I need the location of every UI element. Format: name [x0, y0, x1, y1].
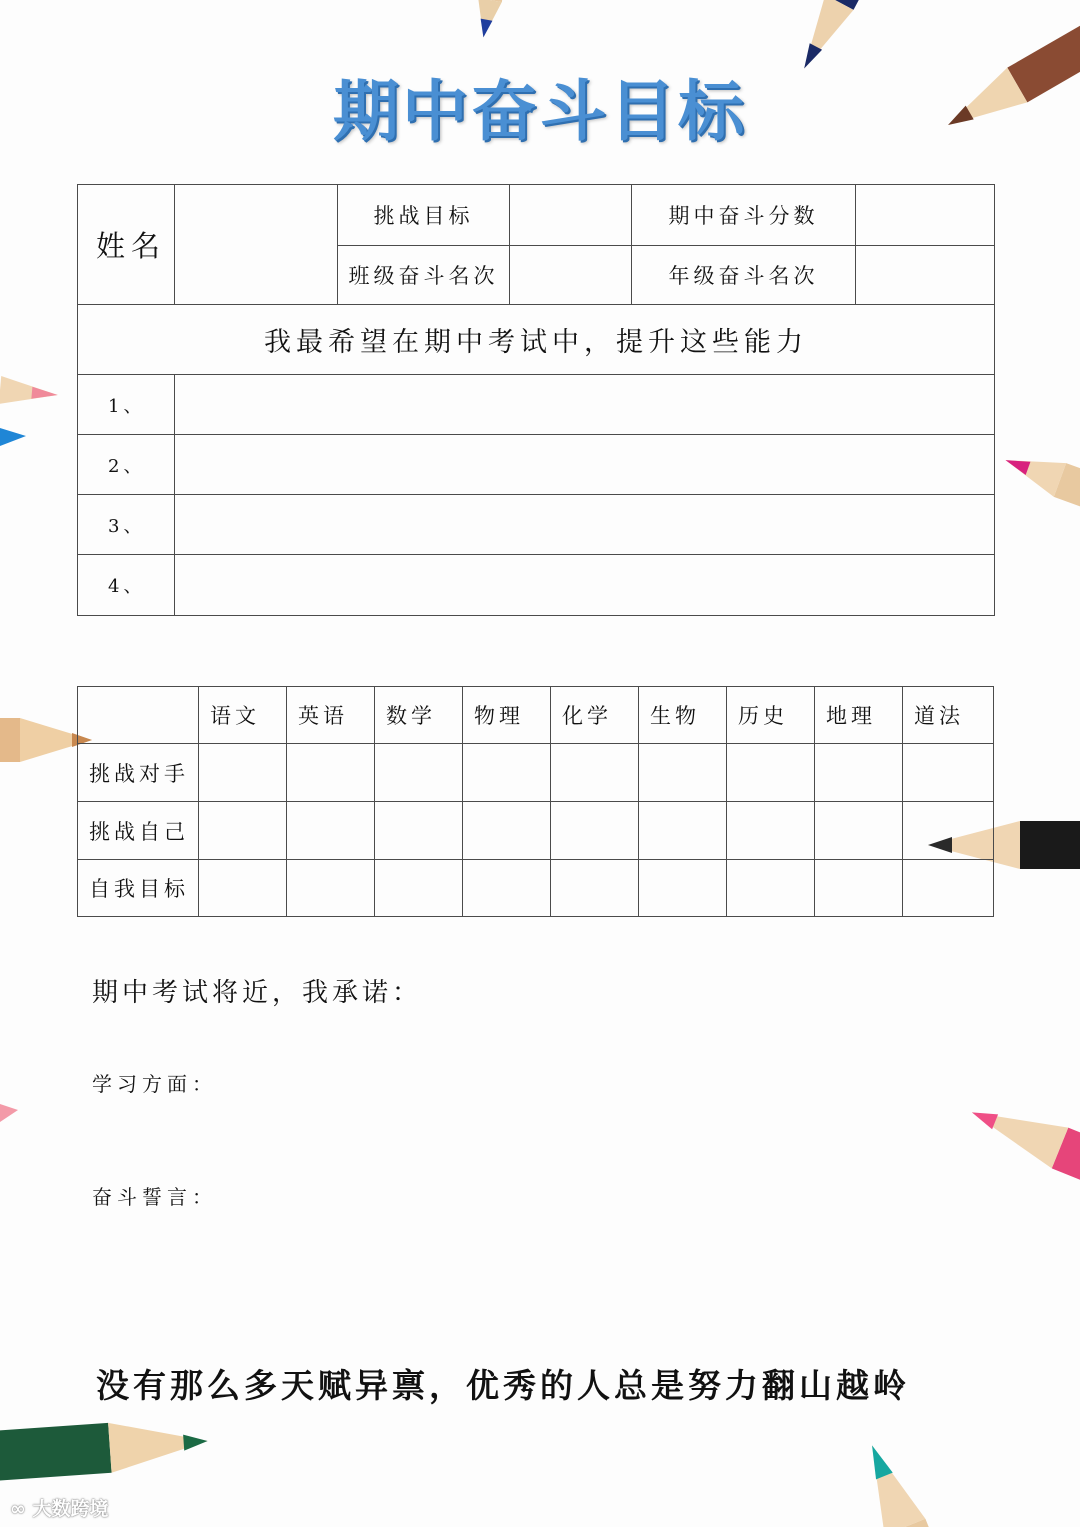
- pencil-icon: [0, 376, 59, 409]
- pencil-icon: [0, 1416, 209, 1481]
- name-label: 姓名: [78, 185, 175, 305]
- row-label: 挑战自己: [78, 802, 199, 860]
- ability-item-number: 2、: [78, 435, 175, 495]
- row-label: 自我目标: [78, 860, 199, 917]
- score-cell[interactable]: [287, 860, 375, 917]
- score-cell[interactable]: [815, 802, 903, 860]
- subject-header: 历史: [727, 687, 815, 744]
- pencil-icon: [472, 0, 513, 40]
- subject-goal-table: [77, 686, 994, 917]
- score-cell[interactable]: [199, 802, 287, 860]
- ability-item-field[interactable]: [175, 375, 995, 435]
- subject-header: 物理: [463, 687, 551, 744]
- ability-heading: 我最希望在期中考试中，提升这些能力: [78, 305, 995, 375]
- ability-item-field[interactable]: [175, 555, 995, 616]
- score-cell[interactable]: [375, 744, 463, 802]
- ability-item-number: 1、: [78, 375, 175, 435]
- study-label: 学习方面：: [92, 1072, 217, 1096]
- pencil-icon: [964, 1092, 1080, 1191]
- subject-header: 语文: [199, 687, 287, 744]
- score-cell[interactable]: [199, 860, 287, 917]
- motto-text: 没有那么多天赋异禀，优秀的人总是努力翻山越岭: [96, 1366, 910, 1405]
- corner-cell: [78, 687, 199, 744]
- watermark: [10, 1494, 108, 1521]
- page-title: 期中奋斗目标: [333, 73, 747, 150]
- score-cell[interactable]: [375, 802, 463, 860]
- ability-item-number: 3、: [78, 495, 175, 555]
- midterm-score-field[interactable]: [856, 185, 995, 246]
- pencil-icon: [999, 443, 1080, 517]
- score-cell[interactable]: [903, 802, 994, 860]
- score-cell[interactable]: [727, 802, 815, 860]
- score-cell[interactable]: [727, 860, 815, 917]
- grade-rank-label: 年级奋斗名次: [632, 246, 856, 305]
- score-cell[interactable]: [463, 860, 551, 917]
- score-cell[interactable]: [463, 802, 551, 860]
- subject-header: 道法: [903, 687, 994, 744]
- challenge-target-field[interactable]: [510, 185, 632, 246]
- score-cell[interactable]: [551, 744, 639, 802]
- ability-item-field[interactable]: [175, 495, 995, 555]
- pencil-icon: [0, 1104, 18, 1122]
- score-cell[interactable]: [199, 744, 287, 802]
- score-cell[interactable]: [287, 802, 375, 860]
- score-cell[interactable]: [287, 744, 375, 802]
- score-cell[interactable]: [903, 860, 994, 917]
- score-cell[interactable]: [903, 744, 994, 802]
- subject-header: 数学: [375, 687, 463, 744]
- ability-item-field[interactable]: [175, 435, 995, 495]
- score-cell[interactable]: [551, 802, 639, 860]
- subject-header: 地理: [815, 687, 903, 744]
- challenge-target-label: 挑战目标: [338, 185, 510, 246]
- pencil-icon: [0, 428, 26, 446]
- grade-rank-field[interactable]: [856, 246, 995, 305]
- class-rank-field[interactable]: [510, 246, 632, 305]
- subject-header: 英语: [287, 687, 375, 744]
- score-cell[interactable]: [639, 802, 727, 860]
- midterm-score-label: 期中奋斗分数: [632, 185, 856, 246]
- ability-item-number: 4、: [78, 555, 175, 616]
- score-cell[interactable]: [815, 744, 903, 802]
- score-cell[interactable]: [551, 860, 639, 917]
- score-cell[interactable]: [815, 860, 903, 917]
- watermark-logo-icon: ∞: [10, 1498, 33, 1520]
- score-cell[interactable]: [639, 744, 727, 802]
- score-cell[interactable]: [375, 860, 463, 917]
- name-field[interactable]: [175, 185, 338, 305]
- subject-header: 化学: [551, 687, 639, 744]
- oath-label: 奋斗誓言：: [92, 1185, 217, 1209]
- score-cell[interactable]: [727, 744, 815, 802]
- score-cell[interactable]: [463, 744, 551, 802]
- pencil-icon: [852, 1437, 937, 1527]
- subject-header: 生物: [639, 687, 727, 744]
- goal-header-table: [77, 184, 995, 616]
- row-label: 挑战对手: [78, 744, 199, 802]
- score-cell[interactable]: [639, 860, 727, 917]
- class-rank-label: 班级奋斗名次: [338, 246, 510, 305]
- watermark-text: 大数跨境: [32, 1498, 109, 1520]
- promise-heading: 期中考试将近，我承诺：: [92, 978, 423, 1008]
